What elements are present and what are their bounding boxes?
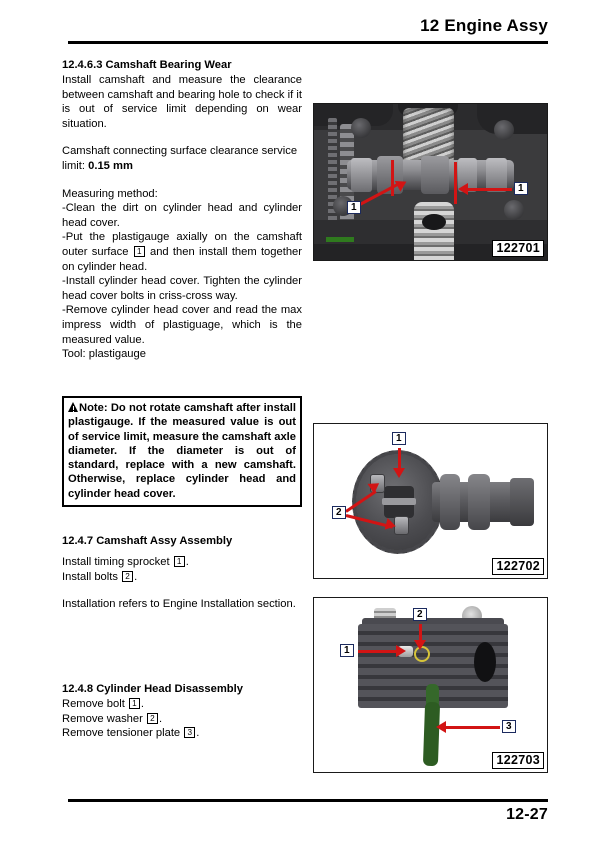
text-column bbox=[62, 58, 302, 362]
heading-12-4-8: 12.4.8 Cylinder Head Disassembly bbox=[62, 683, 243, 695]
figure-id-122702: 122702 bbox=[492, 558, 544, 575]
figure-id-122701: 122701 bbox=[492, 240, 544, 257]
clearance-value: 0.15 mm bbox=[88, 159, 133, 172]
figure-callout-1-right: 1 bbox=[514, 182, 528, 195]
callout-arrow-right bbox=[466, 188, 512, 191]
figure-callout-1-left: 1 bbox=[347, 201, 361, 214]
heading-12-4-6-3: 12.4.6.3 Camshaft Bearing Wear bbox=[62, 59, 232, 71]
install-bolts-line bbox=[62, 570, 302, 585]
install-bolts-text: Install bolts bbox=[62, 570, 118, 583]
figure-callout-3: 3 bbox=[502, 720, 516, 733]
figure-122701 bbox=[313, 103, 548, 261]
method-step-2 bbox=[62, 230, 302, 274]
tool-line: Tool: plastigauge bbox=[62, 348, 146, 361]
figure-callout-1: 1 bbox=[340, 644, 354, 657]
remove-bolt-line bbox=[62, 697, 302, 712]
installation-reference-line: Installation refers to Engine Installation section. bbox=[62, 598, 296, 611]
spark-plug-bore bbox=[414, 202, 454, 260]
remove-washer-line bbox=[62, 712, 302, 727]
heading-12-4-7: 12.4.7 Camshaft Assy Assembly bbox=[62, 535, 233, 547]
figure-id-122703: 122703 bbox=[492, 752, 544, 769]
header-rule bbox=[68, 41, 548, 44]
period-2: . bbox=[158, 712, 163, 725]
period-1: . bbox=[140, 698, 145, 710]
figure-122703 bbox=[313, 597, 548, 773]
callout-arrowhead-right bbox=[458, 183, 468, 195]
camshaft-end bbox=[510, 478, 534, 526]
callout-tick-left bbox=[391, 160, 394, 196]
install-timing-sprocket-line bbox=[62, 555, 302, 570]
paragraph-camshaft-bearing-wear: Install camshaft and measure the clearance between camshaft and bearing hole to check if it is out of service limit depending on wear situation. bbox=[62, 74, 302, 130]
callout-3-arrowhead bbox=[436, 721, 446, 733]
page-footer bbox=[68, 806, 548, 824]
figure-callout-1: 1 bbox=[392, 432, 406, 445]
page-title: 12 Engine Assy bbox=[420, 16, 548, 35]
warning-triangle-icon bbox=[68, 402, 79, 412]
remove-washer-text: Remove washer bbox=[62, 712, 143, 725]
note-box bbox=[62, 396, 302, 507]
sprocket-bolt-lower bbox=[394, 516, 409, 535]
method-step-1: -Clean the dirt on cylinder head and cylinder head cover. bbox=[62, 202, 302, 229]
callout-1-stem bbox=[358, 650, 398, 653]
remove-tensioner-plate-line bbox=[62, 726, 302, 741]
remove-tensioner-plate-text: Remove tensioner plate bbox=[62, 727, 181, 740]
callout-2-arrowhead bbox=[414, 640, 426, 650]
inline-callout-2: 2 bbox=[147, 713, 158, 724]
note-body: Do not rotate camshaft after install plastigauge. If the measured value is out of service limit, measure the camshaft axle diameter. If the diameter is out of standard, replace with a new camshaft. Otherwise, replace cylinder head and cylinder head cover. bbox=[68, 402, 296, 500]
inline-callout-2: 2 bbox=[122, 571, 133, 582]
measuring-method-heading: Measuring method: bbox=[62, 187, 158, 200]
figure-122701-artwork bbox=[314, 104, 547, 260]
remove-bolt-text: Remove bolt bbox=[62, 698, 125, 710]
clearance-spec bbox=[62, 144, 302, 173]
figure-122702-artwork bbox=[314, 424, 547, 578]
callout-3-stem bbox=[444, 726, 500, 729]
section-12-4-8 bbox=[62, 682, 302, 741]
clearance-label: Camshaft connecting surface clearance service limit: bbox=[62, 145, 298, 172]
tensioner-plate bbox=[423, 702, 440, 766]
page-number: 12-27 bbox=[506, 806, 548, 823]
method-step-3: -Install cylinder head cover. Tighten the cylinder head cover bolts in criss-cross way. bbox=[62, 275, 302, 302]
figure-122702 bbox=[313, 423, 548, 579]
callout-1-arrowhead bbox=[393, 468, 405, 478]
callout-tick-right bbox=[454, 162, 457, 204]
page-header bbox=[68, 16, 548, 36]
period-1: . bbox=[185, 556, 189, 568]
method-step-4: -Remove cylinder head cover and read the max impress width of plastiguage, which is the measured value. bbox=[62, 304, 302, 346]
callout-1-stem bbox=[398, 448, 401, 470]
period-2: . bbox=[134, 570, 138, 583]
method-step-2-text-a: -Put the plastigauge axially on the camshaft outer surface bbox=[62, 231, 302, 258]
inline-callout-3: 3 bbox=[184, 727, 195, 738]
method-step-2-text-b: and then install them together on cylinder head. bbox=[62, 245, 302, 273]
note-label: Note: bbox=[79, 402, 108, 414]
inline-callout-1: 1 bbox=[174, 556, 185, 567]
period-3: . bbox=[196, 727, 200, 740]
figure-callout-2: 2 bbox=[413, 608, 427, 621]
callout-1-arrowhead bbox=[396, 645, 406, 657]
footer-rule bbox=[68, 799, 548, 802]
cam-chain-tunnel bbox=[474, 642, 496, 682]
install-timing-sprocket-text: Install timing sprocket bbox=[62, 556, 170, 568]
note-text-block bbox=[68, 401, 296, 501]
inline-callout-1: 1 bbox=[134, 246, 145, 257]
inline-callout-1: 1 bbox=[129, 698, 140, 709]
section-12-4-7 bbox=[62, 534, 302, 612]
figure-122703-artwork bbox=[314, 598, 547, 772]
figure-callout-2: 2 bbox=[332, 506, 346, 519]
